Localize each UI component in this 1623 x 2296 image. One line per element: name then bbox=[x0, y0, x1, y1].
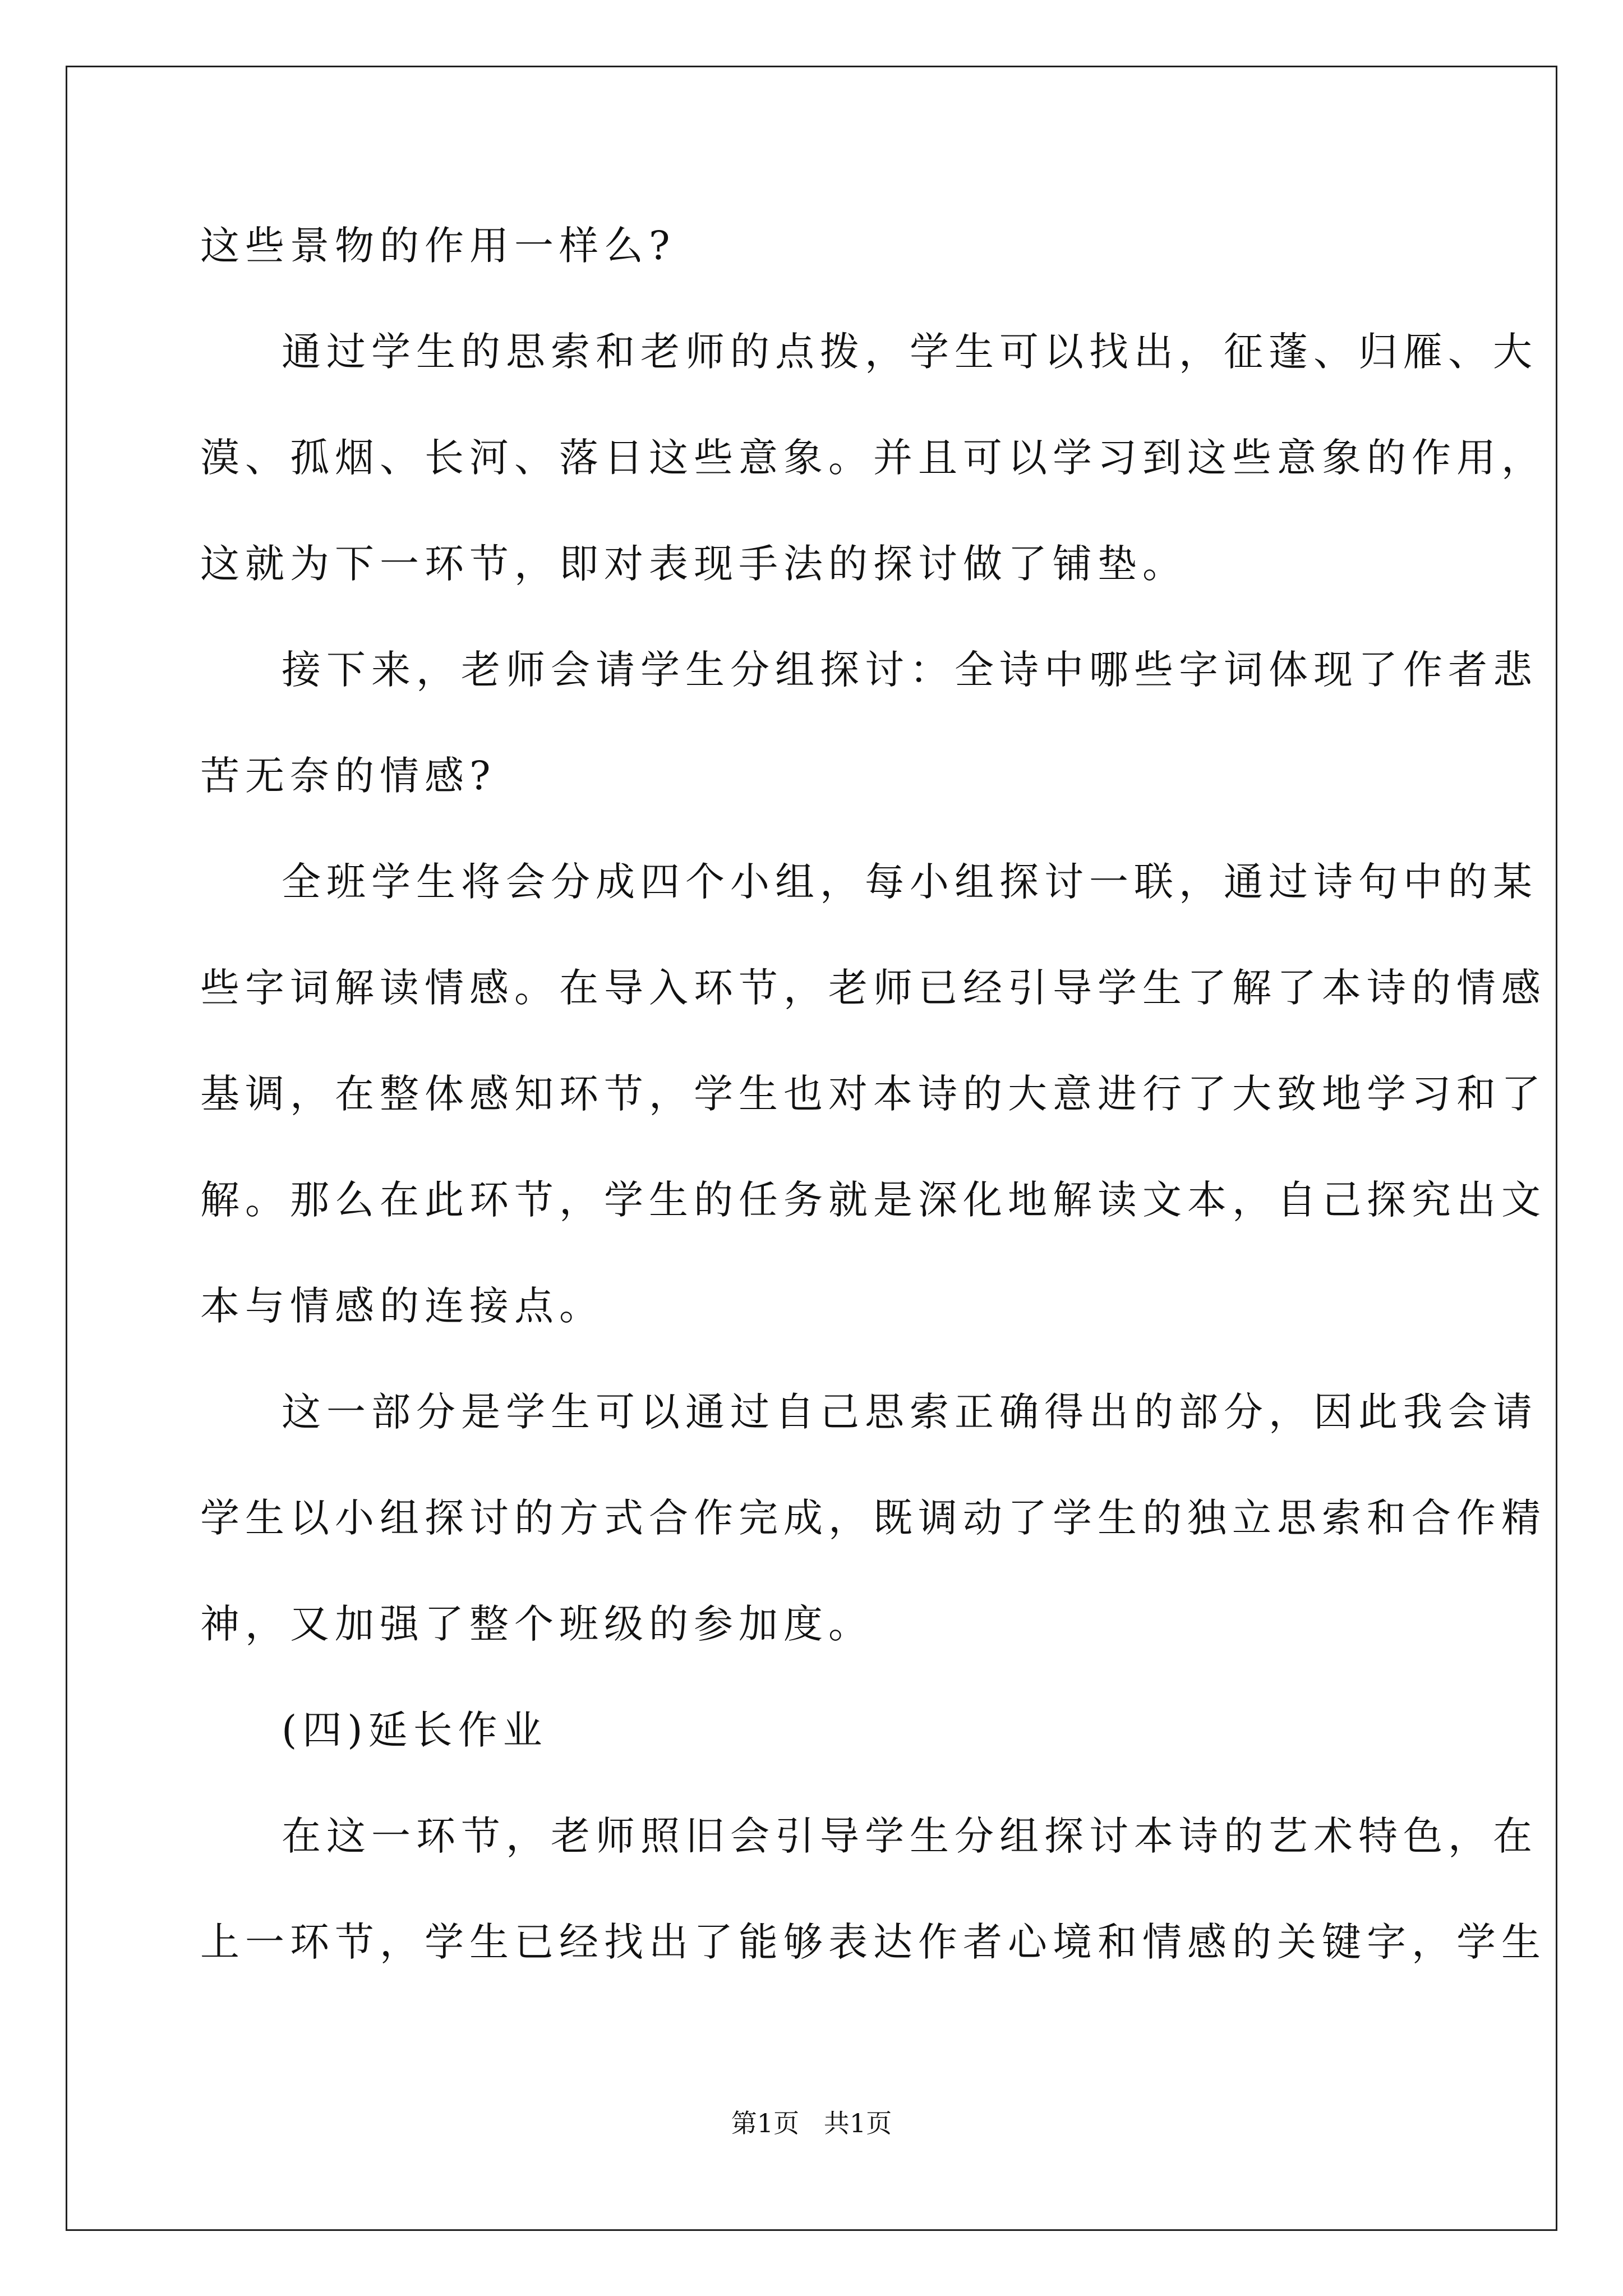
text-line: 基调，在整体感知环节，学生也对本诗的大意进行了大致地学习和了 bbox=[200, 1071, 1546, 1117]
text-line: 神，又加强了整个班级的参加度。 bbox=[200, 1601, 873, 1647]
page-number-footer: 第1页 共1页 bbox=[731, 2108, 892, 2138]
text-line: 通过学生的思索和老师的点拨，学生可以找出，征蓬、归雁、大 bbox=[282, 329, 1538, 375]
document-body bbox=[200, 216, 1546, 2018]
text-line: 解。那么在此环节，学生的任务就是深化地解读文本，自己探究出文 bbox=[200, 1177, 1546, 1223]
text-line: 接下来，老师会请学生分组探讨：全诗中哪些字词体现了作者悲 bbox=[282, 647, 1538, 693]
text-line: 漠、孤烟、长河、落日这些意象。并且可以学习到这些意象的作用， bbox=[200, 435, 1546, 481]
text-line: 苦无奈的情感? bbox=[200, 753, 496, 799]
text-line: 些字词解读情感。在导入环节，老师已经引导学生了解了本诗的情感 bbox=[200, 965, 1546, 1011]
text-line: 这一部分是学生可以通过自己思索正确得出的部分，因此我会请 bbox=[282, 1389, 1538, 1435]
text-line: 全班学生将会分成四个小组，每小组探讨一联，通过诗句中的某 bbox=[282, 859, 1538, 905]
text-line: 这就为下一环节，即对表现手法的探讨做了铺垫。 bbox=[200, 541, 1187, 587]
text-line: 上一环节，学生已经找出了能够表达作者心境和情感的关键字，学生 bbox=[200, 1919, 1546, 1965]
text-line: 在这一环节，老师照旧会引导学生分组探讨本诗的艺术特色，在 bbox=[282, 1813, 1538, 1859]
text-line: 本与情感的连接点。 bbox=[200, 1283, 604, 1329]
text-line: 学生以小组探讨的方式合作完成，既调动了学生的独立思索和合作精 bbox=[200, 1495, 1546, 1541]
text-line: (四)延长作业 bbox=[282, 1707, 548, 1753]
text-line: 这些景物的作用一样么? bbox=[200, 223, 676, 269]
